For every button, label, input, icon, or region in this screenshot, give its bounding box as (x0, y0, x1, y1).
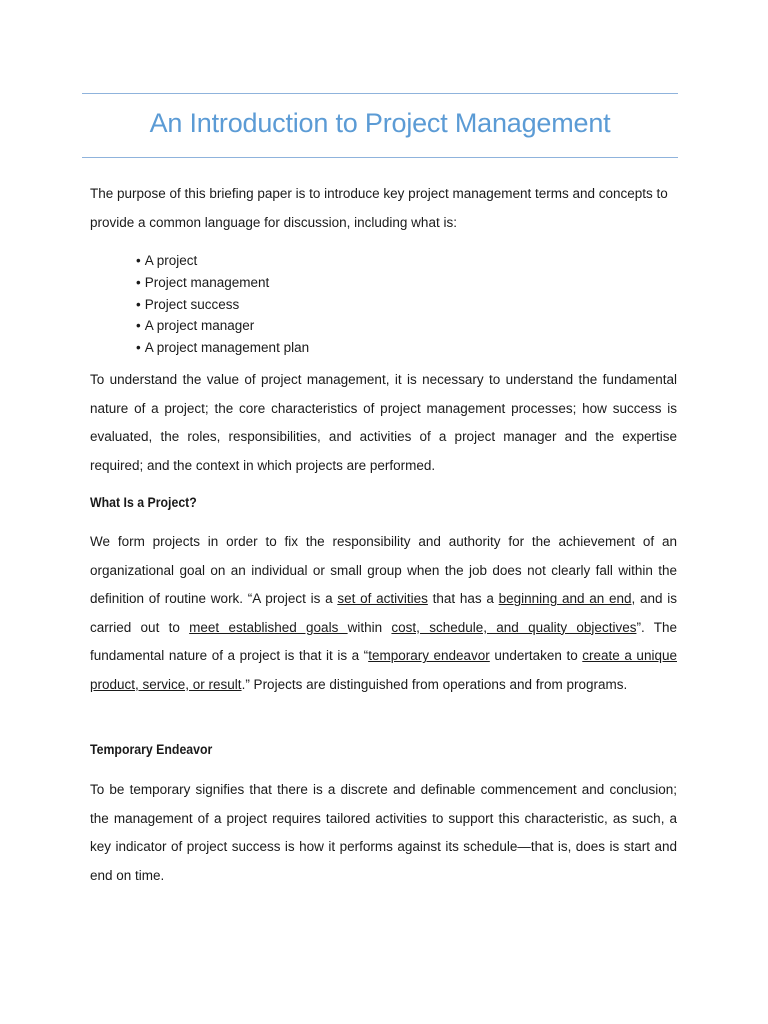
underlined-phrase: cost, schedule, and quality objectives (391, 619, 637, 635)
intro-paragraph: The purpose of this briefing paper is to introduce key project management terms and concepts to provide a common language for discussion, including what is: (90, 186, 668, 230)
project-definition-paragraph: We form projects in order to fix the responsibility and authority for the achievement of an organizational goal on an individual or small group when the job does not clearly fall within the definition of routine work. “A project is a set of activities that has a beginning and an end, and is carried out to meet established goals within cost, schedule, and quality objectives”. The fundamental nature of a project is that it is a “temporary endeavor undertaken to create a unique product, service, or result.” Projects are distinguished from operations and from programs. (90, 534, 678, 692)
title-bottom-rule (82, 157, 678, 158)
list-item: • A project (136, 250, 309, 272)
context-paragraph: To understand the value of project management, it is necessary to understand the fundamental nature of a project; the core characteristics of project management processes; how success is evaluated, the roles, responsibilities, and activities of a project manager and the expertise required; and the context in which projects are performed. (90, 372, 677, 473)
underlined-phrase: temporary endeavor (368, 648, 490, 664)
section-heading-temporary-endeavor: Temporary Endeavor (90, 741, 213, 757)
title-top-rule (82, 93, 678, 94)
list-item: • A project management plan (136, 337, 309, 359)
underlined-phrase: create a unique product, service, or result (90, 648, 677, 692)
bullet-list (136, 250, 309, 359)
underlined-phrase: meet established goals (189, 619, 348, 635)
underlined-phrase: set of activities (337, 591, 428, 607)
list-item: • Project management (136, 272, 309, 294)
list-item: • A project manager (136, 315, 309, 337)
underlined-phrase: beginning and an end (498, 591, 632, 607)
document-title: An Introduction to Project Management (149, 108, 611, 138)
list-item: • Project success (136, 294, 309, 316)
section-heading-what-is-project: What Is a Project? (90, 494, 197, 510)
temporary-endeavor-paragraph: To be temporary signifies that there is a discrete and definable commencement and conclusion; the management of a project requires tailored activities to support this characteristic, as such, a key indicator of project success is how it performs against its schedule—that is, does is start and end on time. (90, 782, 677, 883)
